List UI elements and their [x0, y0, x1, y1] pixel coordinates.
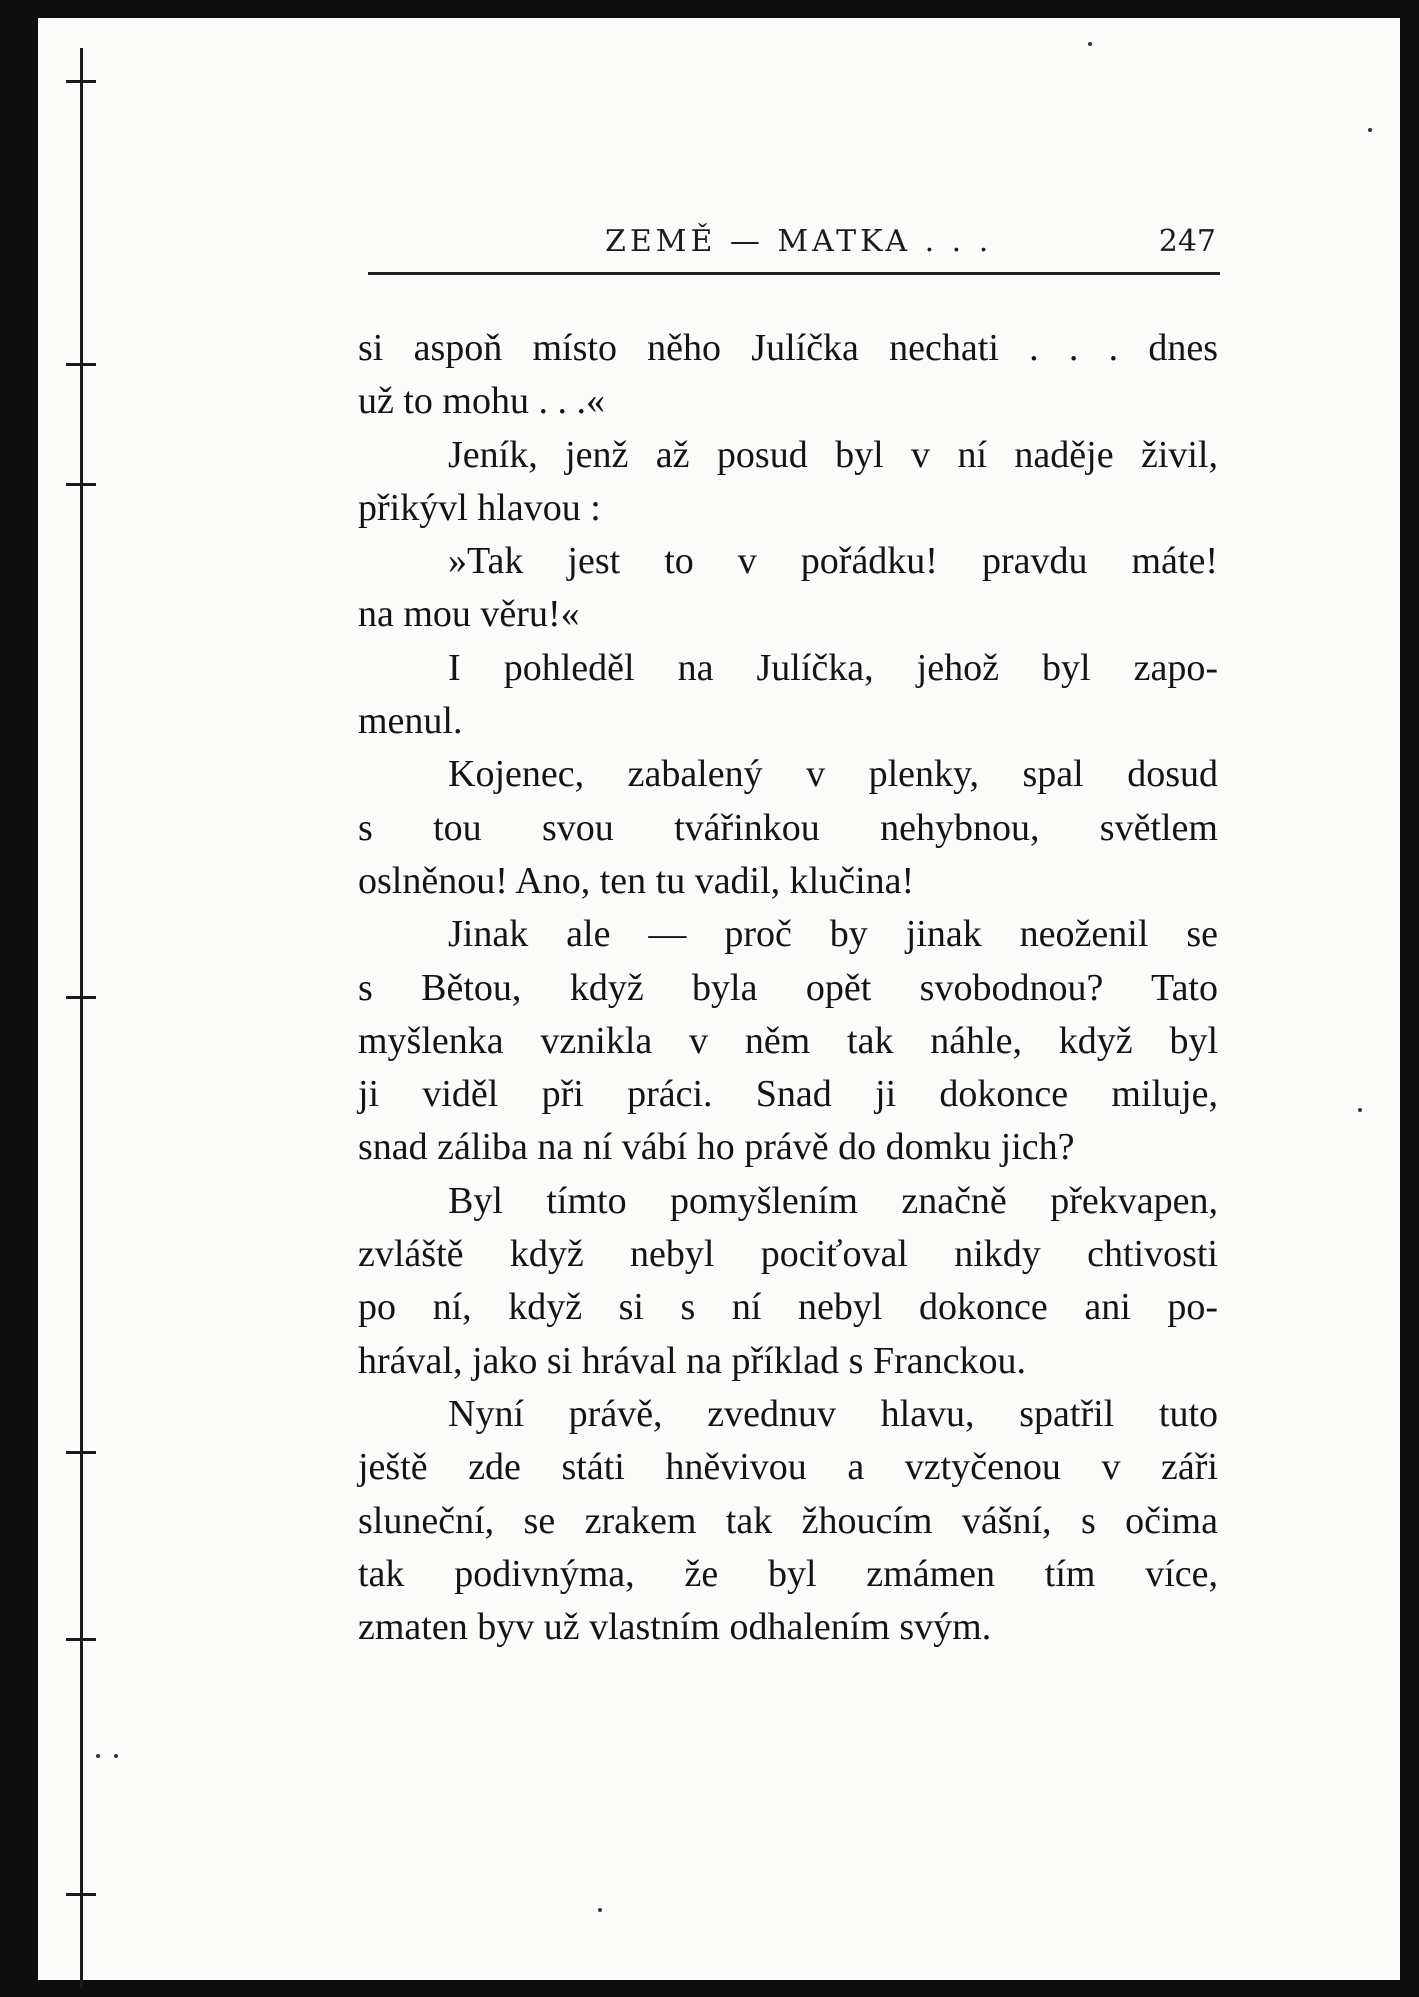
text-line: oslněnou! Ano, ten tu vadil, klučina! [358, 859, 915, 902]
text-line: po ní, když si s ní nebyl dokonce ani po- [358, 1286, 1218, 1329]
text-line: ještě zde státi hněvivou a vztyčenou v záři [358, 1446, 1218, 1489]
text-line: zvláště když nebyl pociťoval nikdy chtivosti [358, 1233, 1218, 1276]
text-line: I pohleděl na Julíčka, jehož byl zapo- [448, 646, 1218, 689]
paper-speck [1088, 42, 1092, 46]
binding-stitch [66, 80, 96, 83]
text-line: myšlenka vznikla v něm tak náhle, když byl [358, 1019, 1218, 1062]
text-line: Jeník, jenž až posud byl v ní naděje živil, [448, 433, 1218, 476]
body-text [358, 322, 1218, 1654]
text-line: ji viděl při práci. Snad ji dokonce miluje, [358, 1073, 1218, 1116]
text-line: zmaten byv už vlastním odhalením svým. [358, 1606, 992, 1649]
binding-stitch [66, 1893, 96, 1896]
running-head [368, 220, 1228, 280]
text-line: na mou věru!« [358, 593, 580, 636]
text-line: Byl tímto pomyšlením značně překvapen, [448, 1179, 1218, 1222]
paper-speck [1368, 128, 1372, 132]
text-line: přikývl hlavou : [358, 486, 601, 529]
text-line: hrával, jako si hrával na příklad s Franckou. [358, 1339, 1026, 1382]
paper-speck [96, 1754, 100, 1758]
text-line: s tou svou tvářinkou nehybnou, světlem [358, 806, 1218, 849]
text-line: menul. [358, 700, 463, 743]
text-line: Kojenec, zabalený v plenky, spal dosud [448, 753, 1218, 796]
header-rule [368, 272, 1220, 275]
text-line: tak podivnýma, že byl zmámen tím více, [358, 1552, 1218, 1595]
text-line: s Bětou, když byla opět svobodnou? Tato [358, 966, 1218, 1009]
paper-speck [114, 1754, 118, 1758]
binding-stitch [66, 1638, 96, 1641]
text-line: snad záliba na ní vábí ho právě do domku jich? [358, 1126, 1075, 1169]
text-line: si aspoň místo něho Julíčka nechati . . . dnes [358, 327, 1218, 369]
page-number: 247 [1158, 224, 1216, 259]
text-line: sluneční, se zrakem tak žhoucím vášní, s očima [358, 1499, 1218, 1542]
binding-stitch [66, 996, 96, 999]
text-line: »Tak jest to v pořádku! pravdu máte! [448, 540, 1218, 583]
running-title: ZEMĚ — MATKA . . . [605, 224, 993, 259]
text-line: Jinak ale — proč by jinak neoženil se [448, 913, 1218, 956]
binding-stitch [66, 483, 96, 486]
text-line: Nyní právě, zvednuv hlavu, spatřil tuto [448, 1392, 1218, 1435]
binding-stitch [66, 363, 96, 366]
paper-speck [598, 1908, 602, 1912]
binding-edge [80, 48, 83, 1988]
text-line: už to mohu . . .« [358, 380, 605, 423]
binding-stitch [66, 1451, 96, 1454]
paper-speck [1358, 1108, 1362, 1112]
